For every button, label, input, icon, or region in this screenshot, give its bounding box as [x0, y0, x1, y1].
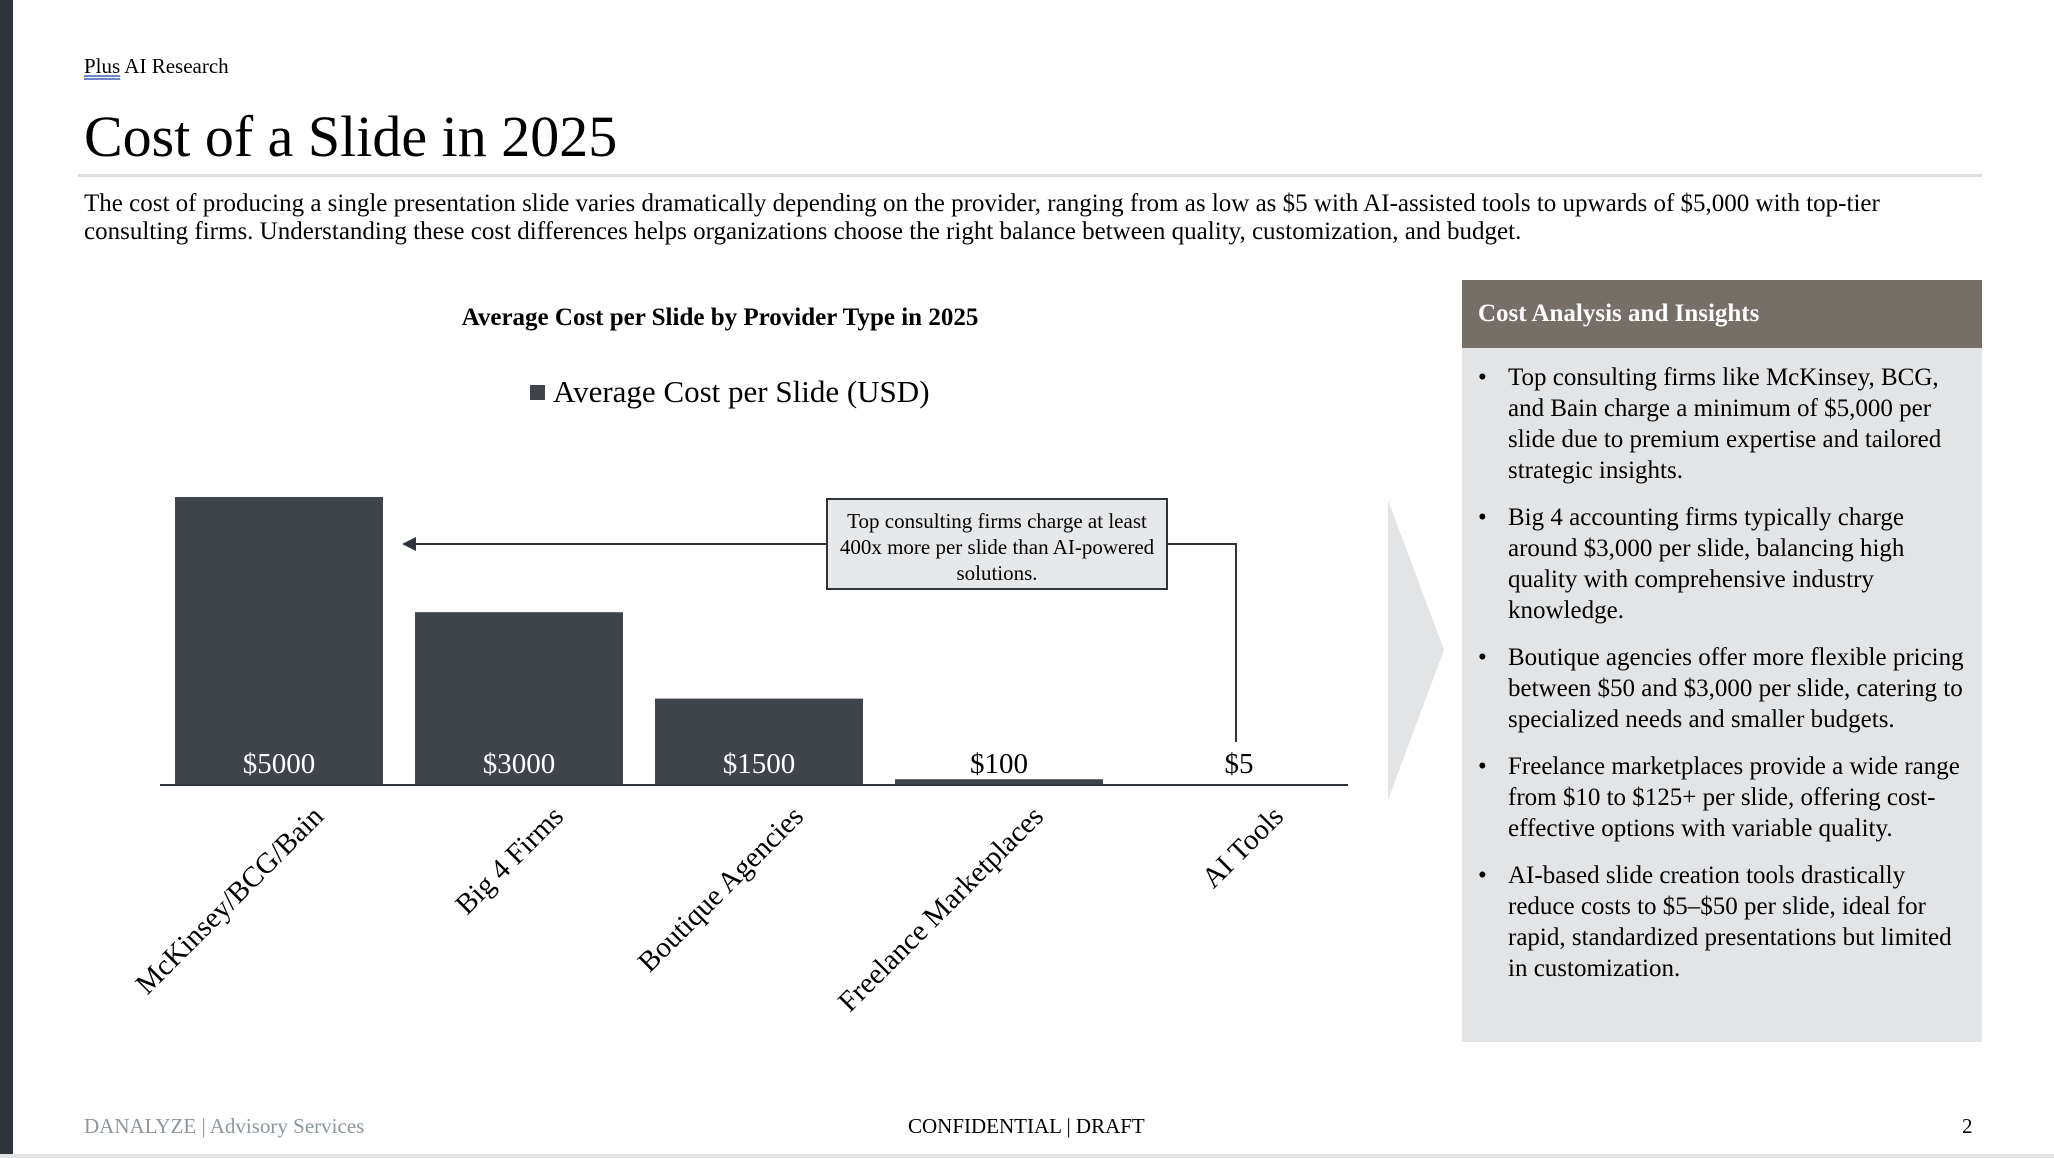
- x-tick-label: Boutique Agencies: [631, 800, 810, 979]
- x-tick-label: Big 4 Firms: [449, 800, 570, 921]
- data-label: $100: [970, 748, 1028, 780]
- footer-confidential: CONFIDENTIAL | DRAFT: [908, 1114, 1145, 1138]
- bullet-icon: •: [1478, 753, 1487, 780]
- bullet-icon: •: [1478, 862, 1487, 889]
- list-item: [1478, 502, 1970, 626]
- insights-title: Cost Analysis and Insights: [1462, 280, 1982, 348]
- x-tick-label: McKinsey/BCG/Bain: [129, 800, 330, 1001]
- page-number: 2: [1962, 1114, 1973, 1138]
- chart-title: Average Cost per Slide by Provider Type in 2025: [461, 304, 979, 331]
- brand-plus: Plus: [84, 54, 121, 78]
- footer-company: DANALYZE | Advisory Services: [84, 1114, 365, 1138]
- bar-1: [175, 497, 383, 785]
- brand-rest: AI Research: [124, 54, 229, 78]
- list-item-text: Freelance marketplaces provide a wide range from $10 to $125+ per slide, offering cost-effective options with variable quality.: [1508, 753, 1960, 842]
- labels-layer: [130, 748, 1290, 1018]
- list-item-text: AI-based slide creation tools drastically reduce costs to $5–$50 per slide, ideal for rapid, standardized presentations but limited in customization.: [1508, 862, 1952, 982]
- insights-list: [1462, 348, 1982, 984]
- bullet-icon: •: [1478, 364, 1487, 391]
- x-tick-label: Freelance Marketplaces: [832, 800, 1050, 1019]
- page-title: Cost of a Slide in 2025: [84, 104, 618, 169]
- x-tick-label: AI Tools: [1195, 800, 1290, 895]
- arrow-head-icon: [402, 537, 416, 551]
- list-item: [1478, 751, 1970, 844]
- list-item-text: Big 4 accounting firms typically charge around $3,000 per slide, balancing high quality with comprehensive industry knowledge.: [1508, 504, 1905, 624]
- annotation-callout: Top consulting firms charge at least 400x more per slide than AI-powered solutions.: [826, 498, 1168, 590]
- list-item-text: Boutique agencies offer more flexible pricing between $50 and $3,000 per slide, catering to specialized needs and smaller budgets.: [1508, 644, 1964, 733]
- chevron-right-icon: [1388, 500, 1444, 800]
- data-label: $1500: [722, 748, 796, 780]
- bullet-icon: •: [1478, 504, 1487, 531]
- legend-label: Average Cost per Slide (USD): [553, 374, 930, 409]
- data-label: $5000: [242, 748, 316, 780]
- list-item: [1478, 362, 1970, 486]
- list-item-text: Top consulting firms like McKinsey, BCG, and Bain charge a minimum of $5,000 per slide due to premium expertise and tailored strategic insights.: [1508, 364, 1942, 484]
- intro-paragraph: The cost of producing a single presentation slide varies dramatically depending on the provider, ranging from as low as $5 with AI-assisted tools to upwards of $5,000 with top-tier consulting firms. Understanding these cost differences helps organizations choose the right balance between quality, customization, and budget.: [84, 190, 1880, 245]
- list-item: [1478, 860, 1970, 984]
- data-label: $3000: [482, 748, 556, 780]
- bullet-icon: •: [1478, 644, 1487, 671]
- insights-panel: [1462, 280, 1982, 1042]
- list-item: [1478, 642, 1970, 735]
- data-label: $5: [1224, 748, 1254, 780]
